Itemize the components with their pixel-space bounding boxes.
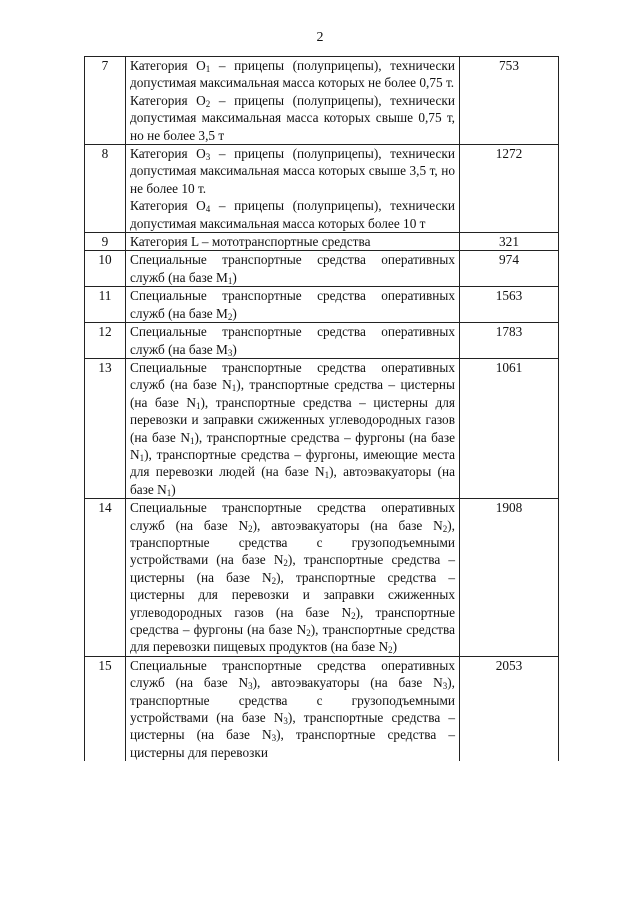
row-value: 753 (460, 57, 559, 145)
row-number: 9 (85, 233, 126, 251)
table-row (85, 358, 559, 498)
description-paragraph: Категория L – мототранспортные средства (130, 234, 371, 250)
description-paragraph: Категория $O_3$ – прицепы (полуприцепы), технически допустимая максимальная масса которых свыше 3,5 т, но не более 10 т. (130, 146, 455, 196)
row-number: 13 (85, 358, 126, 498)
table-row (85, 499, 559, 657)
table-row (85, 145, 559, 233)
row-number: 8 (85, 145, 126, 233)
table-row (85, 287, 559, 323)
description-paragraph: Категория $O_1$ – прицепы (полуприцепы), технически допустимая максимальная масса которых не более 0,75 т. (130, 58, 455, 91)
row-description (126, 145, 460, 233)
row-value: 321 (460, 233, 559, 251)
row-description (126, 57, 460, 145)
table-row (85, 233, 559, 251)
description-paragraph: Категория $O_4$ – прицепы (полуприцепы), технически допустимая максимальная масса которых более 10 т (130, 198, 455, 231)
row-value: 974 (460, 251, 559, 287)
description-paragraph: Специальные транспортные средства оперативных служб (на базе $M_2$) (130, 288, 455, 322)
row-description (126, 233, 460, 251)
row-number: 12 (85, 323, 126, 359)
row-value: 2053 (460, 656, 559, 761)
row-value: 1563 (460, 287, 559, 323)
row-description (126, 358, 460, 498)
row-value: 1783 (460, 323, 559, 359)
table-row (85, 57, 559, 145)
row-description (126, 323, 460, 359)
row-number: 15 (85, 656, 126, 761)
row-number: 7 (85, 57, 126, 145)
tariff-table (84, 56, 559, 761)
description-paragraph: Специальные транспортные средства оперативных служб (на базе $N_3$), автоэвакуаторы (на базе $N_3$), транспортные средства с грузоподъемными устройствами (на базе $N_3$), транспортные средства – цистерны (на базе $N_3$), транспортные средства – цистерны для перевозки (130, 657, 455, 760)
table-row (85, 656, 559, 761)
row-number: 14 (85, 499, 126, 657)
table-row (85, 323, 559, 359)
row-number: 10 (85, 251, 126, 287)
description-paragraph: Категория $O_2$ – прицепы (полуприцепы), технически допустимая максимальная масса которых свыше 0,75 т, но не более 3,5 т (130, 92, 455, 143)
row-description (126, 287, 460, 323)
row-description (126, 251, 460, 287)
description-paragraph: Специальные транспортные средства оперативных служб (на базе $M_1$) (130, 252, 455, 286)
row-description (126, 656, 460, 761)
description-paragraph: Специальные транспортные средства оперативных служб (на базе $N_2$), автоэвакуаторы (на базе $N_2$), транспортные средства с грузоподъемными устройствами (на базе $N_2$), транспортные средства – цистерны (на базе $N_2$), транспортные средства – цистерны для перевозки и заправки сжиженных углеводородных газов (на базе $N_2$), транспортные средства – фургоны (на базе $N_2$), транспортные средства для перевозки пищевых продуктов (на базе $N_2$) (130, 500, 455, 656)
row-number: 11 (85, 287, 126, 323)
page-number: 2 (316, 30, 324, 45)
row-value: 1272 (460, 145, 559, 233)
row-description (126, 499, 460, 657)
description-paragraph: Специальные транспортные средства оперативных служб (на базе $M_3$) (130, 324, 455, 358)
row-value: 1061 (460, 358, 559, 498)
row-value: 1908 (460, 499, 559, 657)
table-row (85, 251, 559, 287)
table-body (85, 57, 559, 762)
description-paragraph: Специальные транспортные средства оперативных служб (на базе $N_1$), транспортные средства – цистерны (на базе $N_1$), транспортные средства – цистерны для перевозки и заправки сжиженных углеводородных газов (на базе $N_1$), транспортные средства – фургоны (на базе $N_1$), транспортные средства – фургоны, имеющие места для перевозки людей (на базе $N_1$), автоэвакуаторы (на базе $N_1$) (130, 359, 455, 498)
